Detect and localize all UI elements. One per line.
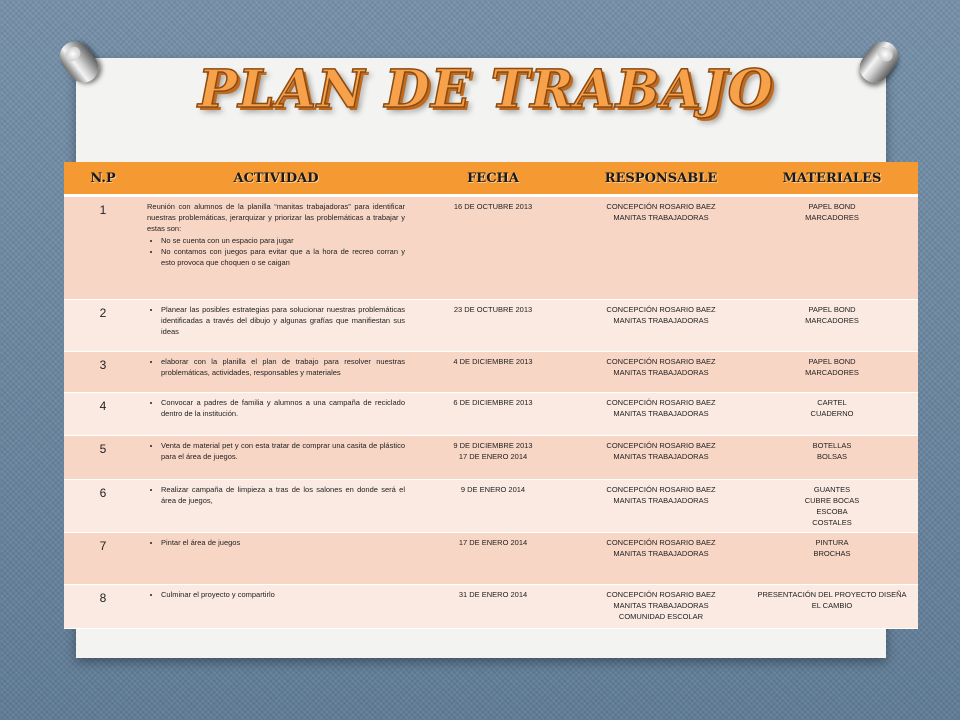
activity-cell [142,533,410,585]
activity-cell [142,436,410,480]
responsible-cell [576,480,746,533]
material-line: GUANTES [813,485,851,494]
column-header-materiales: MATERIALES [746,162,918,196]
material-line: ESCOBA [816,507,848,516]
material-line: MARCADORES [805,316,859,325]
materials-cell [746,533,918,585]
row-number: 7 [64,533,142,585]
activity-bullet: • Realizar campaña de limpieza a tras de los salones en donde será el área de juegos, [161,484,405,506]
row-number: 6 [64,480,142,533]
activity-bullet-list [147,589,405,600]
responsible-line: MANITAS TRABAJADORAS [613,496,709,505]
responsible-line: CONCEPCIÓN ROSARIO BAEZ [606,305,716,314]
responsible-line: CONCEPCIÓN ROSARIO BAEZ [606,590,716,599]
activity-cell [142,393,410,436]
date-line: 9 DE DICIEMBRE 2013 [453,441,533,450]
materials-cell [746,352,918,393]
material-line: EL CAMBIO [811,601,853,610]
material-line: COSTALES [812,518,852,527]
material-line: PINTURA [815,538,849,547]
date-line: 31 DE ENERO 2014 [458,590,528,599]
table-row [64,585,918,629]
date-cell [410,393,576,436]
responsible-line: MANITAS TRABAJADORAS [613,601,709,610]
responsible-cell [576,533,746,585]
material-line: PAPEL BOND [808,305,856,314]
activity-cell [142,196,410,300]
date-cell [410,533,576,585]
material-line: CUADERNO [810,409,854,418]
activity-bullet: • Planear las posibles estrategias para solucionar nuestras problemáticas identificadas a través del dibujo y algunas grafías que manifiestan sus ideas [161,304,405,337]
activity-text: Reunión con alumnos de la planilla “manitas trabajadoras” para identificar nuestras problemáticas, jerarquizar y priorizar las problemáticas a trabajar y estas son: [147,202,405,233]
row-number: 4 [64,393,142,436]
row-number: 3 [64,352,142,393]
activity-cell [142,352,410,393]
responsible-cell [576,585,746,629]
responsible-line: MANITAS TRABAJADORAS [613,409,709,418]
activity-bullet: • No contamos con juegos para evitar que a la hora de recreo corran y esto provoca que choquen o se caigan [161,246,405,268]
table-row [64,436,918,480]
responsible-cell [576,300,746,352]
material-line: MARCADORES [805,213,859,222]
material-line: CARTEL [817,398,847,407]
date-cell [410,196,576,300]
row-number: 2 [64,300,142,352]
material-line: CUBRE BOCAS [804,496,860,505]
responsible-line: CONCEPCIÓN ROSARIO BAEZ [606,202,716,211]
activity-bullet-list [147,440,405,462]
activity-bullet: • No se cuenta con un espacio para jugar [161,235,405,246]
responsible-line: CONCEPCIÓN ROSARIO BAEZ [606,357,716,366]
date-line: 9 DE ENERO 2014 [460,485,526,494]
materials-cell [746,300,918,352]
responsible-line: MANITAS TRABAJADORAS [613,213,709,222]
responsible-line: COMUNIDAD ESCOLAR [618,612,704,621]
materials-cell [746,393,918,436]
table-row [64,533,918,585]
table-row [64,300,918,352]
responsible-line: CONCEPCIÓN ROSARIO BAEZ [606,485,716,494]
activity-bullet-list [147,304,405,337]
materials-cell [746,436,918,480]
table-header-row [64,162,918,196]
activity-cell [142,300,410,352]
responsible-line: MANITAS TRABAJADORAS [613,549,709,558]
row-number: 5 [64,436,142,480]
column-header-responsable: RESPONSABLE [576,162,746,196]
table-row [64,196,918,300]
material-line: BROCHAS [813,549,851,558]
table-row [64,393,918,436]
row-number: 8 [64,585,142,629]
responsible-line: MANITAS TRABAJADORAS [613,452,709,461]
responsible-line: MANITAS TRABAJADORAS [613,316,709,325]
material-line: MARCADORES [805,368,859,377]
material-line: PAPEL BOND [808,202,856,211]
activity-bullet: • Venta de material pet y con esta tratar de comprar una casita de plástico para el área de juegos. [161,440,405,462]
date-line: 6 DE DICIEMBRE 2013 [453,398,533,407]
column-header-np: N.P [64,162,142,196]
row-number: 1 [64,196,142,300]
activity-bullet: • Culminar el proyecto y compartirlo [161,589,405,600]
activity-bullet: • elaborar con la planilla el plan de trabajo para resolver nuestras problemáticas, actividades, responsables y materiales [161,356,405,378]
materials-cell [746,585,918,629]
material-line: PAPEL BOND [808,357,856,366]
date-line: 23 DE OCTUBRE 2013 [453,305,533,314]
table-row [64,480,918,533]
material-line: BOTELLAS [812,441,852,450]
activity-bullet-list [147,397,405,419]
material-line: BOLSAS [816,452,847,461]
date-cell [410,480,576,533]
responsible-line: CONCEPCIÓN ROSARIO BAEZ [606,441,716,450]
date-cell [410,300,576,352]
responsible-line: CONCEPCIÓN ROSARIO BAEZ [606,538,716,547]
responsible-cell [576,393,746,436]
date-cell [410,352,576,393]
activity-cell [142,585,410,629]
responsible-cell [576,352,746,393]
date-line: 4 DE DICIEMBRE 2013 [453,357,533,366]
activity-bullet-list [147,484,405,506]
activity-bullet-list [147,356,405,378]
column-header-fecha: FECHA [410,162,576,196]
date-line: 17 DE ENERO 2014 [458,452,528,461]
date-cell [410,585,576,629]
table-row [64,352,918,393]
date-line: 17 DE ENERO 2014 [458,538,528,547]
date-cell [410,436,576,480]
responsible-cell [576,436,746,480]
activity-bullet-list [147,537,405,548]
responsible-line: MANITAS TRABAJADORAS [613,368,709,377]
column-header-actividad: ACTIVIDAD [142,162,410,196]
responsible-line: CONCEPCIÓN ROSARIO BAEZ [606,398,716,407]
activity-cell [142,480,410,533]
responsible-cell [576,196,746,300]
activity-bullet-list [147,235,405,268]
activity-bullet: • Convocar a padres de familia y alumnos a una campaña de reciclado dentro de la institución. [161,397,405,419]
date-line: 16 DE OCTUBRE 2013 [453,202,533,211]
materials-cell [746,480,918,533]
page-title: PLAN DE TRABAJO [198,59,774,120]
activity-bullet: • Pintar el área de juegos [161,537,405,548]
plan-table [64,162,918,629]
materials-cell [746,196,918,300]
material-line: PRESENTACIÓN DEL PROYECTO DISEÑA [757,590,907,599]
